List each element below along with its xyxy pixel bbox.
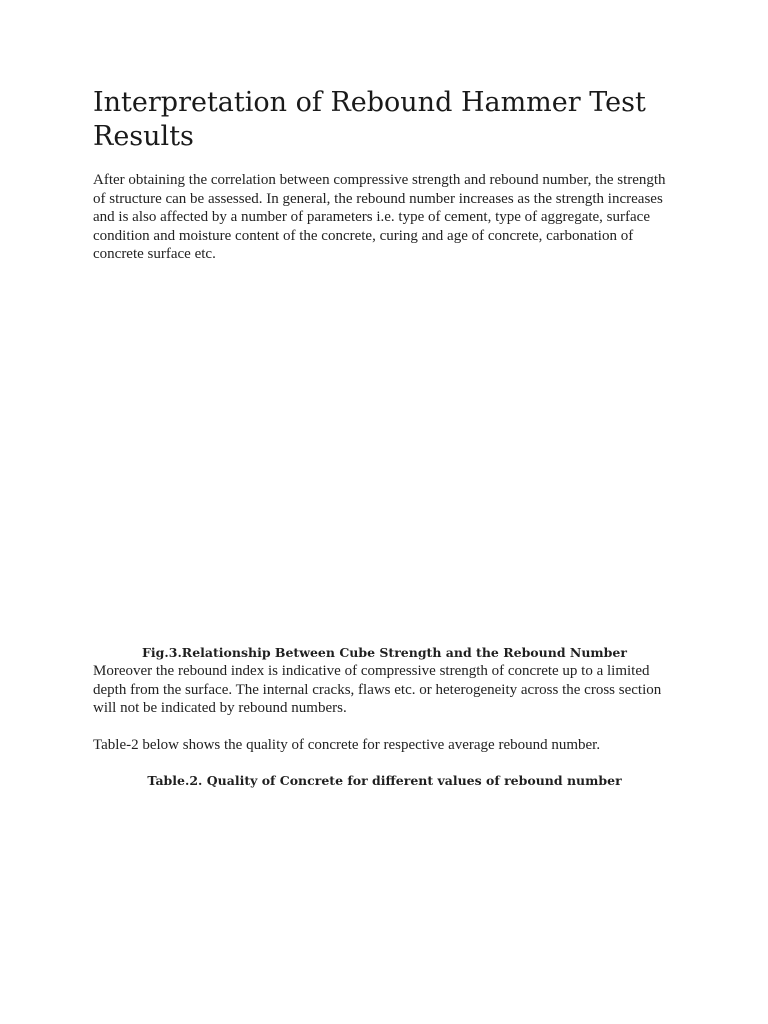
intro-paragraph: After obtaining the correlation between compressive strength and rebound number, the strength of structure can be assessed. In general, the rebound number increases as the strength increases and is also affected by a number of parameters i.e. type of cement, type of aggregate, surface condition and moisture content of the concrete, curing and age of concrete, carbonation of concrete surface etc. bbox=[93, 172, 666, 262]
table-placeholder bbox=[93, 800, 673, 1000]
table-caption: Table.2. Quality of Concrete for different values of rebound number bbox=[147, 773, 622, 788]
table-intro-paragraph: Table-2 below shows the quality of concrete for respective average rebound number. bbox=[93, 737, 601, 753]
figure-placeholder bbox=[93, 270, 673, 620]
rebound-index-paragraph: Moreover the rebound index is indicative of compressive strength of concrete up to a limited depth from the surface. The internal cracks, flaws etc. or heterogeneity across the cross section will not be indicated by rebound numbers. bbox=[93, 663, 662, 716]
figure-caption: Fig.3.Relationship Between Cube Strength and the Rebound Number bbox=[142, 645, 627, 660]
page-title: Interpretation of Rebound Hammer Test Results bbox=[93, 87, 646, 152]
